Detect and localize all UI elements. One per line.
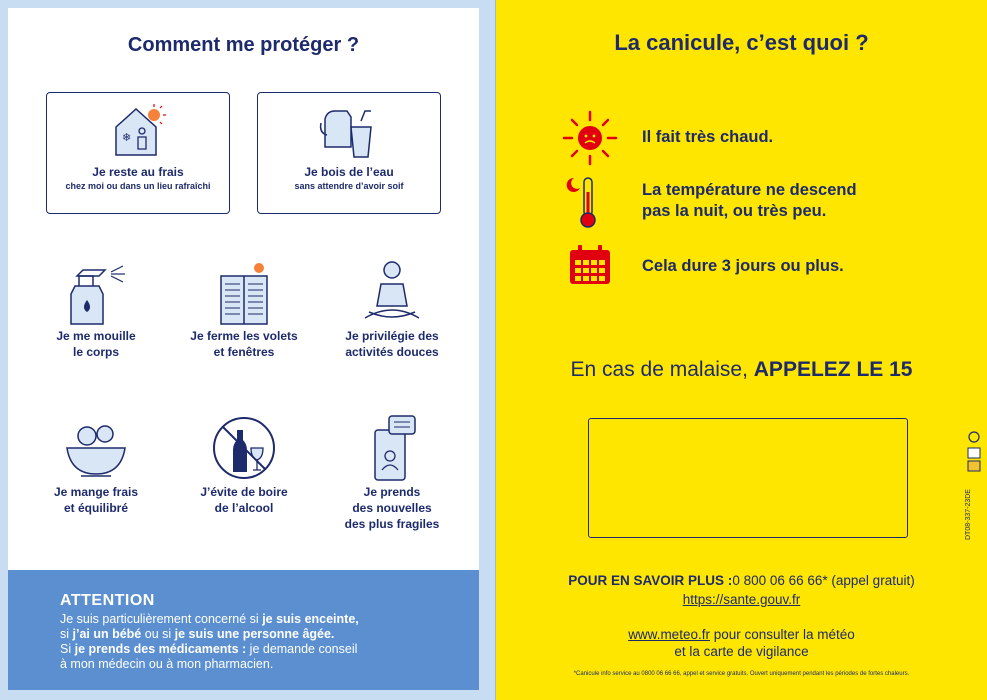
tip-check-fragile bbox=[322, 412, 462, 532]
tip-wet-body bbox=[26, 256, 166, 360]
tip-close-shutters-l2: et fenêtres bbox=[213, 345, 275, 359]
recycle-logos-icon bbox=[966, 430, 982, 474]
water-jug-icon bbox=[317, 101, 381, 161]
right-panel bbox=[496, 0, 987, 700]
tip-wet-body-l2: le corps bbox=[72, 345, 120, 359]
tip-gentle-activities-l1: Je privilégie des bbox=[345, 329, 439, 343]
stamp-area bbox=[588, 418, 908, 538]
meteo-text1: pour consulter la météo bbox=[709, 627, 855, 642]
tip-eat-fresh-l2: et équilibré bbox=[63, 501, 128, 515]
svg-text:❄: ❄ bbox=[122, 131, 132, 144]
tip-check-fragile-l2: des nouvelles bbox=[352, 501, 432, 515]
stay-cool-label: Je reste au frais bbox=[92, 165, 184, 179]
att-p1a: Je suis particulièrement concerné si bbox=[60, 612, 263, 626]
fact-night-l2: pas la nuit, ou très peu. bbox=[642, 202, 827, 220]
calendar-icon bbox=[568, 244, 612, 286]
thermometer-moon-icon bbox=[564, 174, 604, 232]
sante-link[interactable]: https://sante.gouv.fr bbox=[682, 592, 801, 607]
heatwave-title: La canicule, c’est quoi ? bbox=[614, 30, 869, 55]
more-info bbox=[496, 573, 987, 589]
call-prefix: En cas de malaise, bbox=[570, 358, 754, 381]
tip-eat-fresh bbox=[26, 412, 166, 516]
info-phone: 0 800 06 66 66* bbox=[732, 573, 828, 588]
att-p2d: je suis une personne âgée. bbox=[174, 627, 335, 641]
fact-duration: Cela dure 3 jours ou plus. bbox=[642, 257, 844, 275]
house-sun-icon bbox=[108, 101, 168, 159]
fact-night-l1: La température ne descend bbox=[642, 181, 857, 199]
tip-avoid-alcohol-l2: de l’alcool bbox=[214, 501, 274, 515]
tip-gentle-activities-l2: activités douces bbox=[345, 345, 439, 359]
att-p4: à mon médecin ou à mon pharmacien. bbox=[60, 657, 274, 671]
sun-icon bbox=[562, 110, 618, 166]
document-code: DT08-337-23DE bbox=[965, 489, 972, 540]
call-number: APPELEZ LE 15 bbox=[753, 358, 913, 381]
tip-check-fragile-l1: Je prends bbox=[363, 485, 421, 499]
att-p2a: si bbox=[60, 627, 73, 641]
tip-close-shutters bbox=[174, 256, 314, 360]
meteo-text2: et la carte de vigilance bbox=[674, 644, 809, 659]
attention-heading: ATTENTION bbox=[60, 592, 155, 609]
attention-box bbox=[8, 570, 479, 690]
sante-link-row bbox=[496, 592, 987, 608]
att-p2b: j’ai un bébé bbox=[72, 627, 142, 641]
drink-water-box bbox=[257, 92, 441, 214]
yoga-person-icon bbox=[357, 256, 427, 328]
fine-print: *Canicule info service au 0800 06 66 66, appel et service gratuits. Ouvert uniquement pendant les périodes de fortes chaleurs. bbox=[573, 671, 910, 677]
fact-hot: Il fait très chaud. bbox=[642, 128, 774, 146]
tip-close-shutters-l1: Je ferme les volets bbox=[190, 329, 298, 343]
stay-cool-box bbox=[46, 92, 230, 214]
no-alcohol-icon bbox=[209, 412, 279, 484]
att-p1b: je suis enceinte, bbox=[262, 612, 359, 626]
drink-water-sub: sans attendre d’avoir soif bbox=[294, 181, 404, 191]
info-free: (appel gratuit) bbox=[827, 573, 915, 588]
meteo-link[interactable]: www.meteo.fr bbox=[628, 627, 710, 642]
stay-cool-sub: chez moi ou dans un lieu rafraîchi bbox=[65, 181, 211, 191]
emergency-call bbox=[496, 358, 987, 382]
shutters-icon bbox=[209, 256, 279, 328]
spray-bottle-icon bbox=[61, 256, 131, 328]
meteo-row bbox=[496, 627, 987, 643]
protection-card bbox=[8, 8, 479, 690]
info-label: POUR EN SAVOIR PLUS : bbox=[568, 573, 733, 588]
protection-title: Comment me protéger ? bbox=[127, 34, 360, 56]
attention-text bbox=[60, 612, 460, 672]
att-p3a: Si bbox=[60, 642, 75, 656]
tip-avoid-alcohol-l1: J’évite de boire bbox=[200, 485, 288, 499]
phone-message-icon bbox=[357, 412, 427, 484]
att-p2c: ou si bbox=[141, 627, 175, 641]
salad-bowl-icon bbox=[61, 412, 131, 484]
tip-wet-body-l1: Je me mouille bbox=[56, 329, 136, 343]
tip-eat-fresh-l1: Je mange frais bbox=[53, 485, 139, 499]
drink-water-label: Je bois de l’eau bbox=[304, 165, 394, 179]
tip-gentle-activities bbox=[322, 256, 462, 360]
fact-night bbox=[642, 180, 857, 222]
tip-check-fragile-l3: des plus fragiles bbox=[344, 517, 440, 531]
meteo-row2 bbox=[496, 644, 987, 660]
tip-avoid-alcohol bbox=[174, 412, 314, 516]
att-p3c: je demande conseil bbox=[246, 642, 358, 656]
att-p3b: je prends des médicaments : bbox=[74, 642, 247, 656]
